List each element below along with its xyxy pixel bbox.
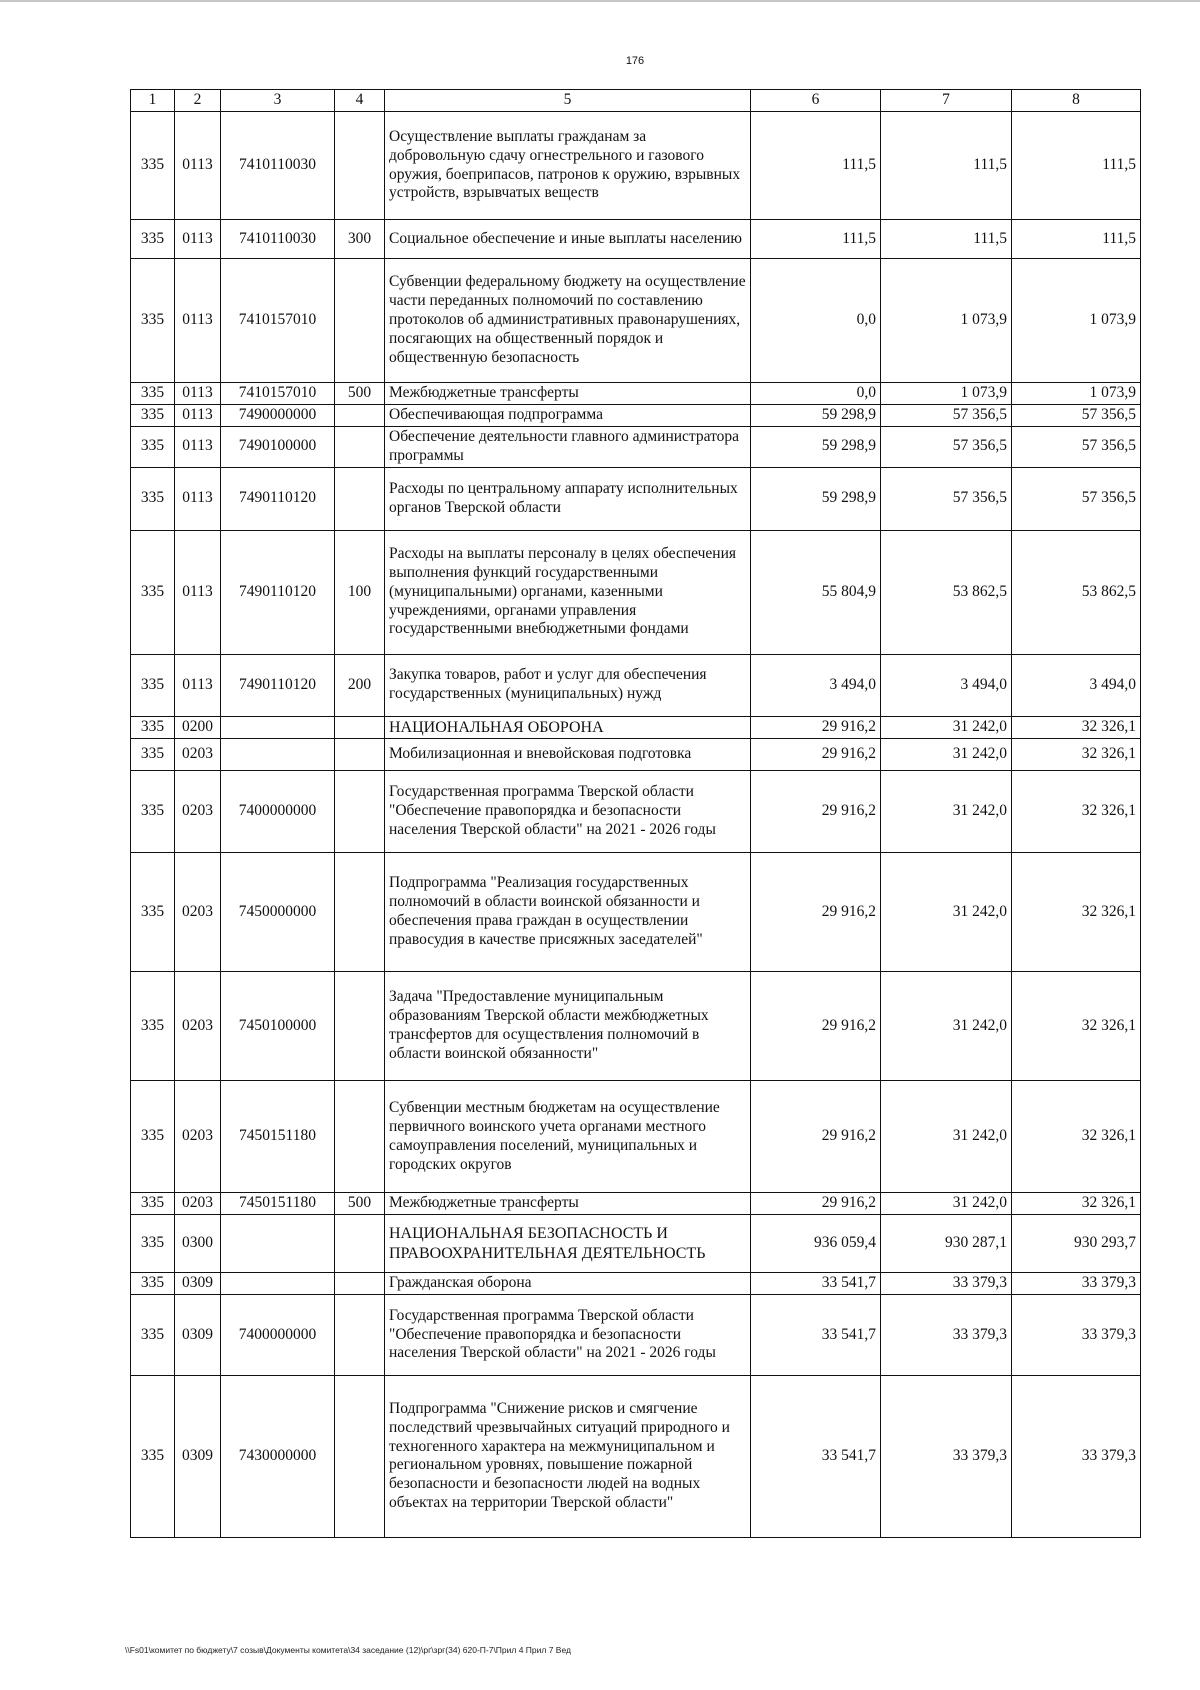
cell-expense-type xyxy=(335,1375,385,1537)
cell-amount-col6: 59 298,9 xyxy=(751,426,881,467)
column-header: 3 xyxy=(221,90,335,112)
cell-expense-type: 500 xyxy=(335,1193,385,1215)
cell-description: Обеспечение деятельности главного администратора программы xyxy=(385,426,751,467)
cell-expense-type: 500 xyxy=(335,383,385,405)
cell-section-code: 0113 xyxy=(175,259,221,383)
cell-amount-col8: 32 326,1 xyxy=(1012,1081,1141,1193)
cell-expense-type xyxy=(335,426,385,467)
budget-table xyxy=(130,89,1141,1538)
cell-section-code: 0309 xyxy=(175,1294,221,1375)
table-row xyxy=(131,220,1141,259)
cell-target-article: 7410110030 xyxy=(221,220,335,259)
table-row xyxy=(131,383,1141,405)
cell-section-code: 0309 xyxy=(175,1273,221,1295)
cell-target-article: 7490110120 xyxy=(221,654,335,716)
cell-amount-col7: 31 242,0 xyxy=(881,1081,1012,1193)
cell-amount-col7: 33 379,3 xyxy=(881,1375,1012,1537)
cell-description: Расходы на выплаты персоналу в целях обеспечения выполнения функций государственными (муниципальными) органами, казенными учреждениями, органами управления государственными внебюджетными фондами xyxy=(385,530,751,654)
column-header: 1 xyxy=(131,90,175,112)
cell-amount-col8: 32 326,1 xyxy=(1012,1193,1141,1215)
cell-target-article xyxy=(221,1273,335,1295)
cell-amount-col6: 111,5 xyxy=(751,112,881,220)
cell-department-code: 335 xyxy=(131,1081,175,1193)
cell-amount-col6: 936 059,4 xyxy=(751,1215,881,1273)
table-row xyxy=(131,1294,1141,1375)
table-row xyxy=(131,259,1141,383)
cell-department-code: 335 xyxy=(131,716,175,739)
table-row xyxy=(131,1193,1141,1215)
table-row xyxy=(131,739,1141,771)
cell-department-code: 335 xyxy=(131,426,175,467)
cell-section-code: 0309 xyxy=(175,1375,221,1537)
cell-amount-col8: 33 379,3 xyxy=(1012,1375,1141,1537)
table-row xyxy=(131,1273,1141,1295)
cell-section-code: 0113 xyxy=(175,220,221,259)
cell-amount-col7: 31 242,0 xyxy=(881,739,1012,771)
cell-target-article: 7400000000 xyxy=(221,771,335,853)
table-row xyxy=(131,467,1141,530)
cell-section-code: 0203 xyxy=(175,739,221,771)
cell-target-article: 7490110120 xyxy=(221,530,335,654)
cell-amount-col6: 29 916,2 xyxy=(751,1081,881,1193)
cell-amount-col6: 29 916,2 xyxy=(751,716,881,739)
cell-expense-type xyxy=(335,1215,385,1273)
cell-amount-col7: 1 073,9 xyxy=(881,259,1012,383)
cell-expense-type xyxy=(335,771,385,853)
cell-description: Межбюджетные трансферты xyxy=(385,1193,751,1215)
cell-department-code: 335 xyxy=(131,1215,175,1273)
cell-department-code: 335 xyxy=(131,1375,175,1537)
cell-section-code: 0203 xyxy=(175,1081,221,1193)
cell-amount-col6: 55 804,9 xyxy=(751,530,881,654)
cell-amount-col8: 930 293,7 xyxy=(1012,1215,1141,1273)
cell-amount-col6: 59 298,9 xyxy=(751,467,881,530)
cell-amount-col6: 33 541,7 xyxy=(751,1375,881,1537)
table-row xyxy=(131,1375,1141,1537)
cell-expense-type: 100 xyxy=(335,530,385,654)
cell-target-article xyxy=(221,739,335,771)
cell-section-code: 0113 xyxy=(175,467,221,530)
cell-section-code: 0113 xyxy=(175,426,221,467)
cell-target-article: 7450000000 xyxy=(221,853,335,972)
cell-expense-type xyxy=(335,716,385,739)
cell-amount-col7: 33 379,3 xyxy=(881,1273,1012,1295)
cell-amount-col8: 57 356,5 xyxy=(1012,426,1141,467)
cell-section-code: 0300 xyxy=(175,1215,221,1273)
cell-amount-col8: 53 862,5 xyxy=(1012,530,1141,654)
table-row xyxy=(131,112,1141,220)
cell-amount-col7: 31 242,0 xyxy=(881,771,1012,853)
cell-target-article: 7490100000 xyxy=(221,426,335,467)
cell-target-article: 7490000000 xyxy=(221,404,335,426)
cell-description: Мобилизационная и вневойсковая подготовка xyxy=(385,739,751,771)
table-row xyxy=(131,530,1141,654)
cell-department-code: 335 xyxy=(131,853,175,972)
cell-amount-col8: 111,5 xyxy=(1012,220,1141,259)
column-header: 4 xyxy=(335,90,385,112)
cell-amount-col8: 33 379,3 xyxy=(1012,1294,1141,1375)
cell-amount-col6: 3 494,0 xyxy=(751,654,881,716)
cell-section-code: 0203 xyxy=(175,972,221,1081)
cell-department-code: 335 xyxy=(131,1294,175,1375)
cell-department-code: 335 xyxy=(131,1193,175,1215)
cell-amount-col8: 111,5 xyxy=(1012,112,1141,220)
cell-expense-type xyxy=(335,404,385,426)
cell-amount-col6: 29 916,2 xyxy=(751,739,881,771)
cell-description: Подпрограмма "Снижение рисков и смягчение последствий чрезвычайных ситуаций природного и техногенного характера на межмуниципальном и региональном уровнях, повышение пожарной безопасности и безопасности людей на водных объектах на территории Тверской области" xyxy=(385,1375,751,1537)
cell-expense-type xyxy=(335,739,385,771)
cell-amount-col7: 31 242,0 xyxy=(881,853,1012,972)
cell-target-article: 7410157010 xyxy=(221,259,335,383)
cell-amount-col8: 32 326,1 xyxy=(1012,771,1141,853)
cell-description: Субвенции федеральному бюджету на осуществление части переданных полномочий по составлению протоколов об административных правонарушениях, посягающих на общественный порядок и общественную безопасность xyxy=(385,259,751,383)
cell-department-code: 335 xyxy=(131,972,175,1081)
cell-amount-col8: 32 326,1 xyxy=(1012,972,1141,1081)
cell-section-code: 0113 xyxy=(175,530,221,654)
cell-expense-type xyxy=(335,467,385,530)
cell-section-code: 0113 xyxy=(175,383,221,405)
cell-expense-type xyxy=(335,1273,385,1295)
cell-target-article xyxy=(221,1215,335,1273)
page-number: 176 xyxy=(625,55,645,67)
cell-section-code: 0113 xyxy=(175,112,221,220)
cell-department-code: 335 xyxy=(131,404,175,426)
cell-amount-col7: 31 242,0 xyxy=(881,716,1012,739)
cell-amount-col7: 930 287,1 xyxy=(881,1215,1012,1273)
table-row xyxy=(131,1081,1141,1193)
table-row xyxy=(131,771,1141,853)
cell-description: Межбюджетные трансферты xyxy=(385,383,751,405)
cell-department-code: 335 xyxy=(131,383,175,405)
cell-amount-col8: 1 073,9 xyxy=(1012,259,1141,383)
cell-description: Социальное обеспечение и иные выплаты населению xyxy=(385,220,751,259)
column-header: 5 xyxy=(385,90,751,112)
table-row xyxy=(131,426,1141,467)
cell-department-code: 335 xyxy=(131,530,175,654)
cell-description: Обеспечивающая подпрограмма xyxy=(385,404,751,426)
cell-expense-type xyxy=(335,853,385,972)
cell-amount-col8: 32 326,1 xyxy=(1012,853,1141,972)
cell-department-code: 335 xyxy=(131,467,175,530)
cell-description: Задача "Предоставление муниципальным образованиям Тверской области межбюджетных трансфертов для осуществления полномочий в области воинской обязанности" xyxy=(385,972,751,1081)
cell-amount-col8: 32 326,1 xyxy=(1012,716,1141,739)
cell-department-code: 335 xyxy=(131,739,175,771)
table-row xyxy=(131,972,1141,1081)
cell-department-code: 335 xyxy=(131,112,175,220)
cell-amount-col8: 32 326,1 xyxy=(1012,739,1141,771)
cell-target-article: 7450151180 xyxy=(221,1081,335,1193)
table-row xyxy=(131,1215,1141,1273)
table-row xyxy=(131,654,1141,716)
cell-department-code: 335 xyxy=(131,220,175,259)
cell-amount-col7: 111,5 xyxy=(881,112,1012,220)
cell-amount-col6: 59 298,9 xyxy=(751,404,881,426)
table-row xyxy=(131,853,1141,972)
cell-description: НАЦИОНАЛЬНАЯ БЕЗОПАСНОСТЬ И ПРАВООХРАНИТЕЛЬНАЯ ДЕЯТЕЛЬНОСТЬ xyxy=(385,1215,751,1273)
cell-section-code: 0203 xyxy=(175,853,221,972)
cell-description: Субвенции местным бюджетам на осуществление первичного воинского учета органами местного самоуправления поселений, муниципальных и городских округов xyxy=(385,1081,751,1193)
file-path-footer: \\Fs01\комитет по бюджету\7 созыв\Документы комитета\34 заседание (12)\рг\зрг(34) 620-П-7\Прил 4 Прил 7 Вед xyxy=(125,1645,571,1655)
cell-target-article: 7430000000 xyxy=(221,1375,335,1537)
cell-amount-col7: 57 356,5 xyxy=(881,426,1012,467)
table-row xyxy=(131,716,1141,739)
cell-section-code: 0200 xyxy=(175,716,221,739)
cell-target-article: 7450100000 xyxy=(221,972,335,1081)
table-row xyxy=(131,404,1141,426)
cell-department-code: 335 xyxy=(131,1273,175,1295)
cell-amount-col6: 29 916,2 xyxy=(751,853,881,972)
cell-section-code: 0203 xyxy=(175,1193,221,1215)
cell-amount-col6: 0,0 xyxy=(751,259,881,383)
cell-amount-col7: 53 862,5 xyxy=(881,530,1012,654)
cell-amount-col7: 31 242,0 xyxy=(881,1193,1012,1215)
cell-amount-col7: 57 356,5 xyxy=(881,467,1012,530)
cell-department-code: 335 xyxy=(131,771,175,853)
cell-amount-col6: 0,0 xyxy=(751,383,881,405)
column-header: 2 xyxy=(175,90,221,112)
cell-section-code: 0203 xyxy=(175,771,221,853)
cell-expense-type xyxy=(335,1081,385,1193)
cell-expense-type xyxy=(335,972,385,1081)
cell-description: Осуществление выплаты гражданам за добровольную сдачу огнестрельного и газового оружия, боеприпасов, патронов к оружию, взрывных устройств, взрывчатых веществ xyxy=(385,112,751,220)
header-row xyxy=(131,90,1141,112)
cell-description: Подпрограмма "Реализация государственных полномочий в области воинской обязанности и обеспечения права граждан в осуществлении правосудия в качестве присяжных заседателей" xyxy=(385,853,751,972)
cell-expense-type: 300 xyxy=(335,220,385,259)
column-header: 8 xyxy=(1012,90,1141,112)
cell-target-article: 7490110120 xyxy=(221,467,335,530)
scan-edge-line xyxy=(0,0,1200,2)
cell-target-article: 7400000000 xyxy=(221,1294,335,1375)
cell-expense-type: 200 xyxy=(335,654,385,716)
cell-amount-col6: 29 916,2 xyxy=(751,771,881,853)
cell-amount-col7: 57 356,5 xyxy=(881,404,1012,426)
cell-department-code: 335 xyxy=(131,259,175,383)
cell-target-article xyxy=(221,716,335,739)
cell-description: Государственная программа Тверской области "Обеспечение правопорядка и безопасности населения Тверской области" на 2021 - 2026 годы xyxy=(385,1294,751,1375)
column-header: 6 xyxy=(751,90,881,112)
cell-target-article: 7410157010 xyxy=(221,383,335,405)
cell-amount-col8: 57 356,5 xyxy=(1012,404,1141,426)
cell-amount-col6: 111,5 xyxy=(751,220,881,259)
cell-section-code: 0113 xyxy=(175,404,221,426)
cell-amount-col8: 33 379,3 xyxy=(1012,1273,1141,1295)
cell-amount-col8: 57 356,5 xyxy=(1012,467,1141,530)
cell-target-article: 7410110030 xyxy=(221,112,335,220)
cell-amount-col8: 1 073,9 xyxy=(1012,383,1141,405)
cell-expense-type xyxy=(335,112,385,220)
cell-amount-col7: 31 242,0 xyxy=(881,972,1012,1081)
cell-section-code: 0113 xyxy=(175,654,221,716)
cell-description: Закупка товаров, работ и услуг для обеспечения государственных (муниципальных) нужд xyxy=(385,654,751,716)
cell-amount-col6: 29 916,2 xyxy=(751,1193,881,1215)
cell-expense-type xyxy=(335,259,385,383)
cell-target-article: 7450151180 xyxy=(221,1193,335,1215)
cell-description: НАЦИОНАЛЬНАЯ ОБОРОНА xyxy=(385,716,751,739)
cell-amount-col7: 111,5 xyxy=(881,220,1012,259)
cell-expense-type xyxy=(335,1294,385,1375)
cell-amount-col6: 29 916,2 xyxy=(751,972,881,1081)
cell-amount-col6: 33 541,7 xyxy=(751,1294,881,1375)
cell-amount-col7: 33 379,3 xyxy=(881,1294,1012,1375)
cell-amount-col6: 33 541,7 xyxy=(751,1273,881,1295)
cell-amount-col8: 3 494,0 xyxy=(1012,654,1141,716)
cell-amount-col7: 1 073,9 xyxy=(881,383,1012,405)
cell-description: Государственная программа Тверской области "Обеспечение правопорядка и безопасности населения Тверской области" на 2021 - 2026 годы xyxy=(385,771,751,853)
cell-amount-col7: 3 494,0 xyxy=(881,654,1012,716)
cell-department-code: 335 xyxy=(131,654,175,716)
cell-description: Расходы по центральному аппарату исполнительных органов Тверской области xyxy=(385,467,751,530)
cell-description: Гражданская оборона xyxy=(385,1273,751,1295)
column-header: 7 xyxy=(881,90,1012,112)
